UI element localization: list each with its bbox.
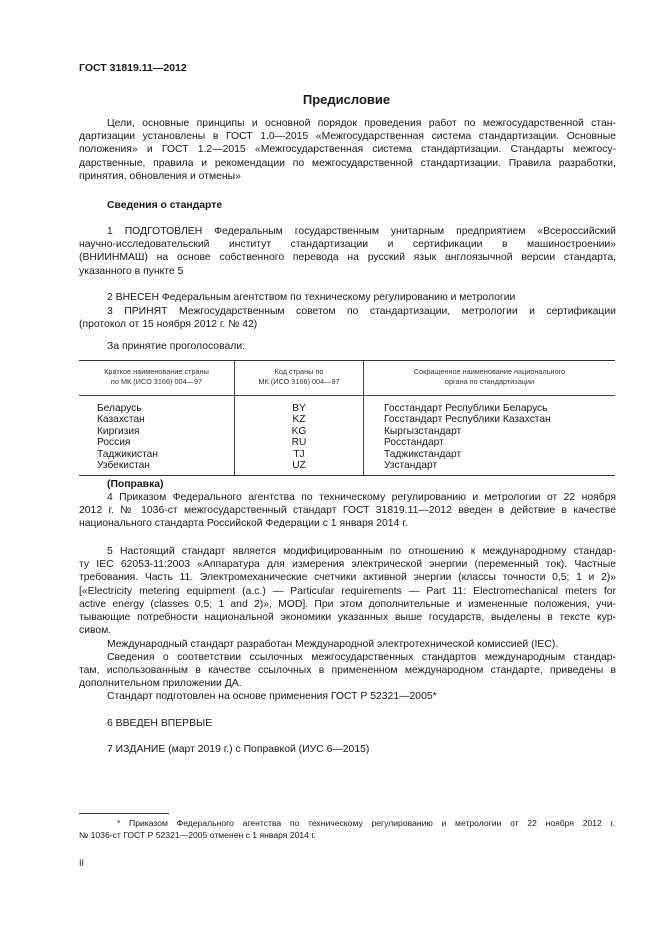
item-5-line: тывающие потребности национальной экономики указанных выше государств, выделены в тексте кур- bbox=[79, 612, 616, 624]
item-3-line: (протокол от 15 ноября 2012 г. № 42) bbox=[79, 319, 258, 331]
national-body: Кыргызстандарт bbox=[364, 426, 616, 437]
page-title: Предисловие bbox=[302, 92, 391, 107]
header-text: Код страны по bbox=[274, 367, 324, 376]
item-5-p3-line: Сведения о соответствии ссылочных межгосударственных стандартов международным стандар- bbox=[107, 652, 616, 663]
table-row bbox=[79, 414, 615, 425]
footnote-line: № 1036-ст ГОСТ Р 52321—2005 отменен с 1 января 2014 г. bbox=[79, 829, 316, 840]
item-3 bbox=[79, 305, 616, 331]
item-5-p3-line: там, использованным в качестве ссылочных в примененном международном стандарте, приведены в bbox=[79, 665, 616, 677]
footnote bbox=[79, 818, 615, 841]
table-row bbox=[79, 426, 615, 437]
header-text: МК (ИСО 3166) 004—97 bbox=[258, 377, 340, 386]
header-national-body bbox=[364, 361, 616, 396]
national-body: Госстандарт Республики Беларусь bbox=[364, 396, 616, 415]
item-5-p4-line: Стандарт подготовлен на основе применения ГОСТ Р 52321—2005* bbox=[107, 691, 437, 702]
item-3-line: 3 ПРИНЯТ Межгосударственным советом по стандартизации, метрологии и сертификации bbox=[107, 306, 616, 317]
item-1 bbox=[79, 225, 616, 278]
country-code: UZ bbox=[235, 460, 364, 476]
table-row bbox=[79, 437, 615, 448]
table-row bbox=[79, 460, 615, 476]
country-code: KZ bbox=[235, 414, 364, 425]
item-7-line: 7 ИЗДАНИЕ (март 2019 г.) с Поправкой (ИУС 6—2015) bbox=[107, 744, 370, 755]
item-6 bbox=[79, 717, 616, 730]
country-code: TJ bbox=[235, 449, 364, 460]
item-1-line: указанного в пункте 5 bbox=[79, 265, 184, 277]
national-body: Росстандарт bbox=[364, 437, 616, 448]
item-4-line: 4 Приказом Федерального агентства по техническому регулированию и метрологии от 22 ноября bbox=[107, 492, 616, 503]
item-5-line: [«Electricity metering equipment (a.c.) — Particular requirements — Part 11: Electromechanical meters for bbox=[79, 585, 616, 597]
item-5-p2-line: Международный стандарт разработан Международной электротехнической комиссией (IEC). bbox=[107, 639, 559, 650]
table-row bbox=[79, 396, 615, 415]
item-5-line: сивом. bbox=[79, 625, 112, 637]
item-4 bbox=[79, 491, 616, 531]
header-text: по МК (ИСО 3166) 004—97 bbox=[110, 377, 203, 386]
section-heading: Сведения о стандарте bbox=[107, 200, 223, 211]
item-4-line: 2012 г. № 1036-ст межгосударственный стандарт ГОСТ 31819.11—2012 введен в действие в качестве bbox=[79, 505, 616, 517]
item-5-paragraph-3 bbox=[79, 651, 616, 691]
intro-line: положения» и ГОСТ 1.2—2015 «Межгосударственная система стандартизации. Стандарты межгосу- bbox=[79, 144, 616, 156]
header-country-name bbox=[79, 361, 235, 396]
country-code: KG bbox=[235, 426, 364, 437]
amendment-label: (Поправка) bbox=[107, 479, 164, 490]
country-name: Узбекистан bbox=[79, 460, 235, 476]
item-4-line: национального стандарта Российской Федерации с 1 января 2014 г. bbox=[79, 518, 408, 530]
country-code: BY bbox=[235, 396, 364, 415]
vote-table-header-row bbox=[79, 361, 615, 396]
item-5-line: active energy (classes 0,5; 1 and 2)», MOD]. При этом дополнительные и измененные положения, учи- bbox=[79, 598, 616, 610]
item-7 bbox=[79, 743, 616, 756]
item-6-line: 6 ВВЕДЕН ВПЕРВЫЕ bbox=[107, 718, 213, 729]
header-text: Сокращенное наименование национального bbox=[413, 367, 566, 376]
country-name: Беларусь bbox=[97, 403, 142, 414]
national-body: Узстандарт bbox=[364, 460, 616, 476]
country-code: RU bbox=[235, 437, 364, 448]
item-5-line: 5 Настоящий стандарт является модифицированным по отношению к международному стандар- bbox=[107, 546, 616, 557]
intro-line: Цели, основные принципы и основной порядок проведения работ по межгосударственной стан- bbox=[107, 118, 616, 129]
item-2-line: 2 ВНЕСЕН Федеральным агентством по техническому регулированию и метрологии bbox=[107, 292, 516, 303]
intro-line: дарственные, правила и рекомендации по межгосударственной стандартизации. Правила разработки, bbox=[79, 157, 616, 169]
item-5 bbox=[79, 545, 616, 637]
country-name: Россия bbox=[97, 437, 131, 449]
country-name: Киргизия bbox=[97, 425, 140, 437]
vote-table bbox=[79, 360, 615, 476]
country-name: Казахстан bbox=[97, 414, 145, 426]
header-text: Краткое наименование страны bbox=[104, 367, 209, 376]
item-5-line: ту IEC 62053-11:2003 «Аппаратура для измерения электрической энергии (переменный ток). Частные bbox=[79, 559, 616, 571]
intro-paragraph bbox=[79, 117, 616, 183]
item-5-paragraph-2 bbox=[79, 638, 616, 651]
footnote-divider bbox=[79, 813, 169, 814]
vote-intro: За принятие проголосовали: bbox=[107, 341, 246, 352]
item-5-p3-line: дополнительном приложении ДА. bbox=[79, 678, 242, 690]
intro-line: принятия, обновления и отмены» bbox=[79, 170, 241, 182]
header-country-code bbox=[235, 361, 364, 396]
table-row bbox=[79, 449, 615, 460]
national-body: Таджикстандарт bbox=[364, 449, 616, 460]
item-5-line: требования. Часть 11. Электромеханические счетчики активной энергии (классы точности 0,5; 1 и 2)» bbox=[79, 572, 616, 584]
page-number: II bbox=[79, 858, 85, 868]
item-1-line: научно-исследовательский институт стандартизации и сертификации в машиностроении» bbox=[79, 239, 616, 251]
item-5-paragraph-4 bbox=[79, 690, 616, 703]
footnote-line: * Приказом Федерального агентства по техническому регулированию и метрологии от 22 ноября 2012 г. bbox=[117, 818, 615, 828]
document-code: ГОСТ 31819.11—2012 bbox=[79, 62, 187, 74]
header-text: органа по стандартизации bbox=[444, 377, 535, 386]
country-name: Таджикистан bbox=[97, 448, 158, 460]
item-2 bbox=[79, 291, 616, 304]
intro-line: дартизации установлены в ГОСТ 1.0—2015 «Межгосударственная система стандартизации. Основные bbox=[79, 131, 616, 143]
national-body: Госстандарт Республики Казахстан bbox=[364, 414, 616, 425]
item-1-line: (ВНИИНМАШ) на основе собственного перевода на русский язык англоязычной версии стандарта, bbox=[79, 252, 616, 264]
item-1-line: 1 ПОДГОТОВЛЕН Федеральным государственным унитарным предприятием «Всероссийский bbox=[107, 226, 616, 237]
